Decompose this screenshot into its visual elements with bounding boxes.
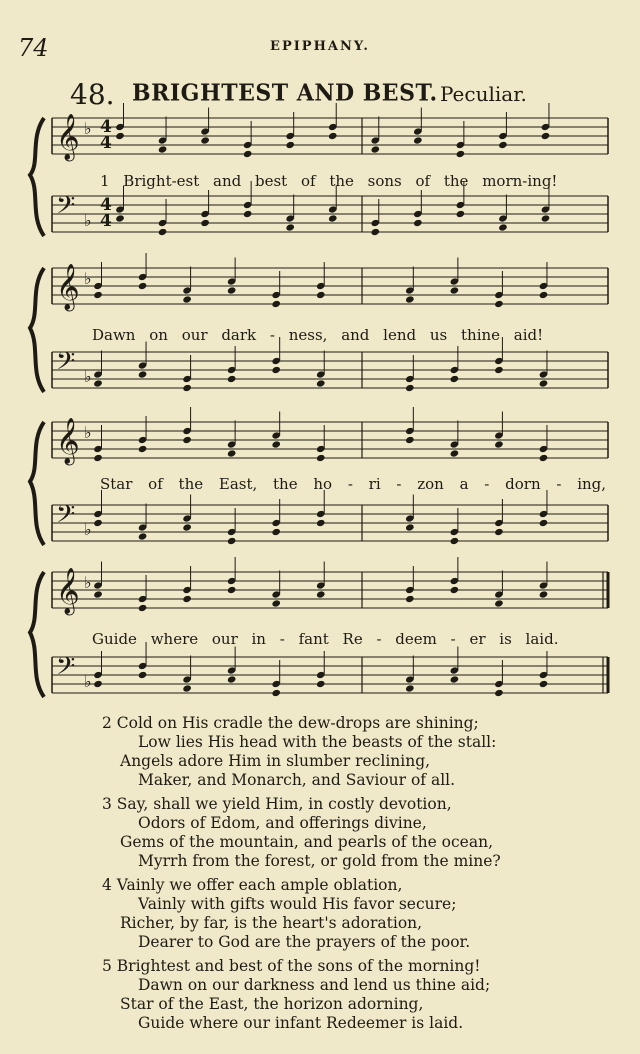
bass-clef-icon: 𝄢 xyxy=(56,191,76,226)
verse-5-line-1: 5 Brightest and best of the sons of the morning! xyxy=(102,957,481,975)
note-head xyxy=(413,136,423,144)
note-head xyxy=(316,519,326,527)
running-head: EPIPHANY. xyxy=(270,39,370,54)
bass-clef-icon: 𝄢 xyxy=(56,500,76,535)
flat-icon: ♭ xyxy=(84,573,92,592)
note-head xyxy=(539,590,549,598)
note-head xyxy=(115,132,125,140)
note-head xyxy=(182,384,192,392)
note-head xyxy=(138,445,148,453)
note-head xyxy=(271,366,281,374)
note-head xyxy=(316,379,326,387)
note-head xyxy=(456,150,466,158)
note-head xyxy=(138,604,148,612)
brace xyxy=(30,118,44,236)
note-head xyxy=(405,595,415,603)
note-head xyxy=(182,436,192,444)
note-head xyxy=(328,214,338,222)
note-head xyxy=(539,454,549,462)
note-head xyxy=(115,214,125,222)
verse-2-line-1: 2 Cold on His cradle the dew-drops are shining; xyxy=(102,714,479,732)
note-head xyxy=(328,132,338,140)
verse-3-line-4: Myrrh from the forest, or gold from the mine? xyxy=(138,852,501,870)
treble-clef-icon: 𝄞 xyxy=(56,114,80,160)
note-head xyxy=(285,223,295,231)
note-head xyxy=(227,449,237,457)
note-head xyxy=(539,291,549,299)
verse-5-line-3: Star of the East, the horizon adorning, xyxy=(120,995,424,1013)
note-head xyxy=(93,680,103,688)
note-head xyxy=(138,282,148,290)
note-head xyxy=(93,379,103,387)
treble-clef-icon: 𝄞 xyxy=(56,568,80,614)
note-head xyxy=(494,440,504,448)
note-head xyxy=(227,586,237,594)
note-head xyxy=(405,384,415,392)
time-signature: 4 xyxy=(100,195,112,215)
note-head xyxy=(539,519,549,527)
note-head xyxy=(182,523,192,531)
flat-icon: ♭ xyxy=(84,672,92,691)
flat-icon: ♭ xyxy=(84,520,92,539)
note-head xyxy=(498,223,508,231)
note-head xyxy=(539,379,549,387)
brace xyxy=(30,268,44,392)
verse-5-line-2: Dawn on our darkness and lend us thine aid; xyxy=(138,976,491,994)
note-head xyxy=(182,595,192,603)
note-head xyxy=(494,366,504,374)
note-head xyxy=(227,286,237,294)
note-head xyxy=(405,436,415,444)
note-head xyxy=(498,141,508,149)
verse-5-line-4: Guide where our infant Redeemer is laid. xyxy=(138,1014,464,1032)
note-head xyxy=(539,680,549,688)
note-head xyxy=(93,454,103,462)
note-head xyxy=(182,684,192,692)
note-head xyxy=(405,684,415,692)
note-head xyxy=(450,586,460,594)
time-signature: 4 xyxy=(100,117,112,137)
hymn-meter: Peculiar. xyxy=(440,82,527,106)
page-number: 74 xyxy=(18,34,49,62)
verse-2-line-4: Maker, and Monarch, and Saviour of all. xyxy=(138,771,456,789)
note-head xyxy=(316,590,326,598)
note-head xyxy=(138,532,148,540)
note-head xyxy=(285,141,295,149)
lyric-line-3: Star of the East, the ho - ri - zon a - dorn - ing, xyxy=(100,475,607,493)
hymn-number: 48. xyxy=(70,78,115,111)
treble-clef-icon: 𝄞 xyxy=(56,418,80,464)
flat-icon: ♭ xyxy=(84,367,92,386)
note-head xyxy=(271,300,281,308)
verse-4-line-3: Richer, by far, is the heart's adoration, xyxy=(120,914,423,932)
note-head xyxy=(494,599,504,607)
note-head xyxy=(413,219,423,227)
note-head xyxy=(450,375,460,383)
brace xyxy=(30,572,44,697)
lyric-line-2: Dawn on our dark - ness, and lend us thine aid! xyxy=(92,326,544,344)
note-head xyxy=(405,523,415,531)
note-head xyxy=(316,291,326,299)
lyric-line-4: Guide where our in - fant Re - deem - er is laid. xyxy=(92,630,559,648)
note-head xyxy=(227,375,237,383)
note-head xyxy=(93,590,103,598)
note-head xyxy=(158,145,168,153)
note-head xyxy=(316,680,326,688)
note-head xyxy=(271,440,281,448)
note-head xyxy=(227,537,237,545)
note-head xyxy=(158,228,168,236)
verse-2-line-3: Angels adore Him in slumber reclining, xyxy=(120,752,431,770)
hymn-title: BRIGHTEST AND BEST. xyxy=(132,79,438,107)
note-head xyxy=(494,528,504,536)
verse-3-line-2: Odors of Edom, and offerings divine, xyxy=(138,814,427,832)
note-head xyxy=(316,454,326,462)
time-signature: 4 xyxy=(100,211,112,231)
flat-icon: ♭ xyxy=(84,269,92,288)
verse-2-line-2: Low lies His head with the beasts of the stall: xyxy=(138,733,497,751)
lyric-line-1: 1 Bright-est and best of the sons of the morn-ing! xyxy=(100,172,558,190)
verse-3-line-1: 3 Say, shall we yield Him, in costly devotion, xyxy=(102,795,452,813)
note-head xyxy=(494,300,504,308)
note-head xyxy=(450,286,460,294)
note-head xyxy=(93,519,103,527)
note-head xyxy=(243,150,253,158)
note-head xyxy=(370,145,380,153)
note-head xyxy=(456,210,466,218)
verse-4-line-1: 4 Vainly we offer each ample oblation, xyxy=(102,876,403,894)
note-head xyxy=(271,689,281,697)
note-head xyxy=(227,675,237,683)
note-head xyxy=(450,449,460,457)
note-head xyxy=(93,291,103,299)
note-head xyxy=(494,689,504,697)
bass-clef-icon: 𝄢 xyxy=(56,347,76,382)
brace xyxy=(30,422,44,545)
note-head xyxy=(138,370,148,378)
note-head xyxy=(370,228,380,236)
note-head xyxy=(271,599,281,607)
verse-4-line-2: Vainly with gifts would His favor secure; xyxy=(138,895,457,913)
note-head xyxy=(200,219,210,227)
note-head xyxy=(182,295,192,303)
flat-icon: ♭ xyxy=(84,211,92,230)
treble-clef-icon: 𝄞 xyxy=(56,264,80,310)
note-head xyxy=(243,210,253,218)
note-head xyxy=(541,132,551,140)
note-head xyxy=(405,295,415,303)
note-head xyxy=(271,528,281,536)
note-head xyxy=(450,675,460,683)
note-head xyxy=(450,537,460,545)
note-head xyxy=(200,136,210,144)
time-signature: 4 xyxy=(100,133,112,153)
bass-clef-icon: 𝄢 xyxy=(56,652,76,687)
note-head xyxy=(541,214,551,222)
verse-4-line-4: Dearer to God are the prayers of the poor. xyxy=(138,933,471,951)
note-head xyxy=(138,671,148,679)
flat-icon: ♭ xyxy=(84,119,92,138)
verse-3-line-3: Gems of the mountain, and pearls of the ocean, xyxy=(120,833,493,851)
flat-icon: ♭ xyxy=(84,423,92,442)
